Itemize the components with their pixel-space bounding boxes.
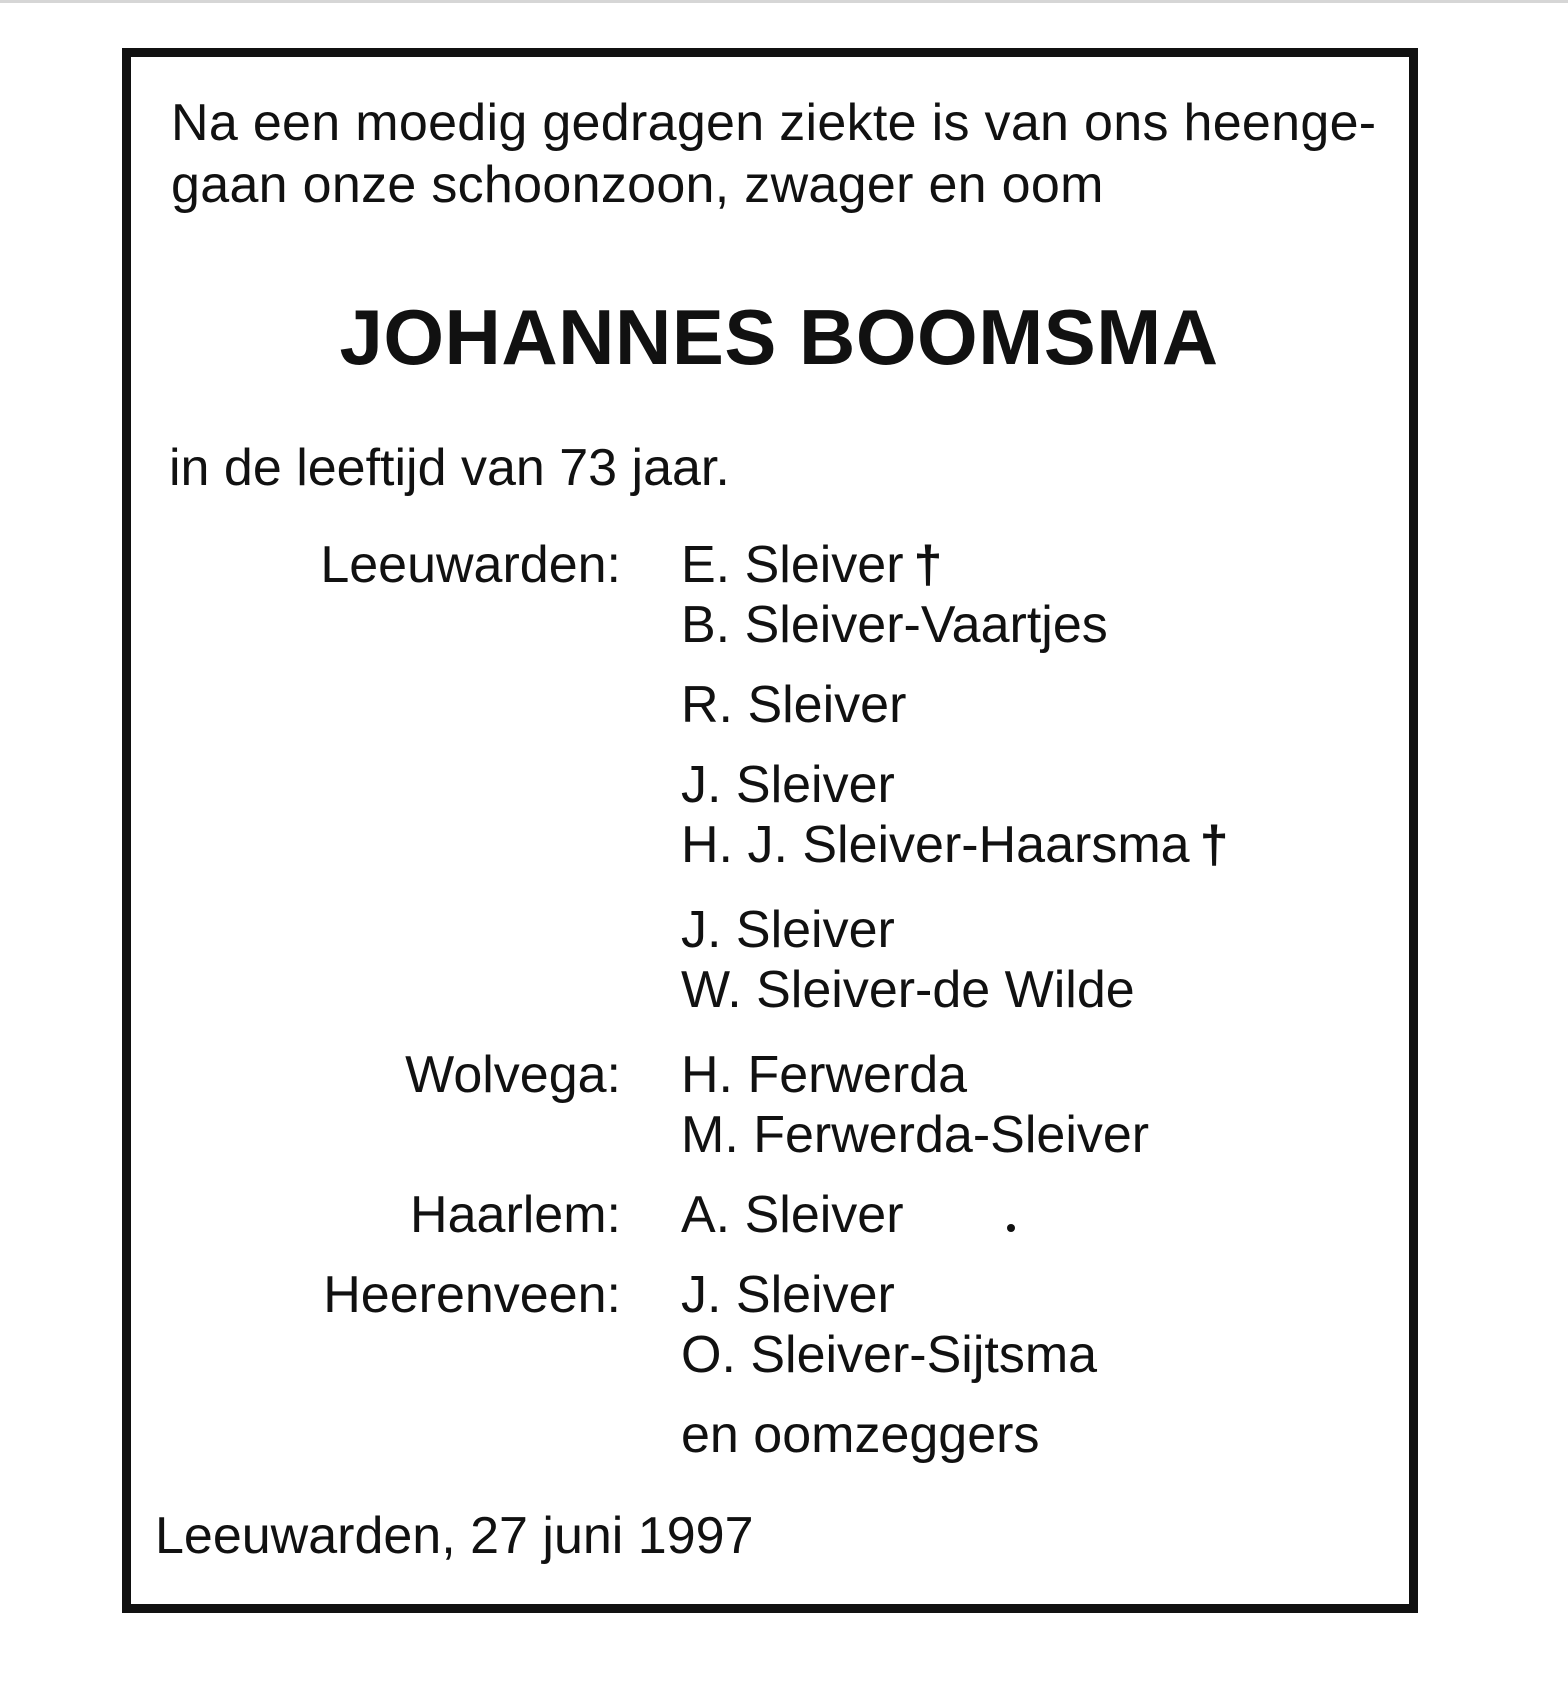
death-notice xyxy=(122,48,1418,1613)
survivor-row xyxy=(131,1324,1427,1386)
place-date-line: Leeuwarden, 27 juni 1997 xyxy=(155,1507,754,1565)
survivor-name: en oomzeggers xyxy=(681,1406,1040,1464)
intro-line-2: gaan onze schoonzoon, zwager en oom xyxy=(171,156,1104,214)
survivor-row xyxy=(131,1184,1427,1246)
survivor-row xyxy=(131,1404,1427,1466)
survivor-place: Heerenveen: xyxy=(323,1266,621,1324)
intro-line-1: Na een moedig gedragen ziekte is van ons heenge- xyxy=(171,94,1377,152)
survivor-row xyxy=(131,594,1427,656)
survivor-row xyxy=(131,1264,1427,1326)
page-top-edge xyxy=(0,0,1568,3)
survivor-name: H. Ferwerda xyxy=(681,1046,968,1104)
survivor-name: W. Sleiver-de Wilde xyxy=(681,961,1135,1019)
survivor-name: J. Sleiver xyxy=(681,1266,895,1324)
survivor-name: E. Sleiver † xyxy=(681,536,943,594)
survivor-name: H. J. Sleiver-Haarsma † xyxy=(681,816,1229,874)
survivor-row xyxy=(131,754,1427,816)
survivor-place: Leeuwarden: xyxy=(320,536,621,594)
survivor-place: Wolvega: xyxy=(405,1046,621,1104)
ink-dot xyxy=(1007,1224,1015,1232)
survivor-row xyxy=(131,959,1427,1021)
deceased-name: JOHANNES BOOMSMA xyxy=(339,293,1219,381)
survivor-row xyxy=(131,1104,1427,1166)
survivor-name: J. Sleiver xyxy=(681,901,895,959)
survivor-name: R. Sleiver xyxy=(681,676,907,734)
cross-icon: † xyxy=(1199,816,1229,874)
survivor-row xyxy=(131,534,1427,596)
survivor-row xyxy=(131,674,1427,736)
survivor-name: O. Sleiver-Sijtsma xyxy=(681,1326,1098,1384)
survivor-place: Haarlem: xyxy=(410,1186,621,1244)
survivor-row xyxy=(131,1044,1427,1106)
survivor-row xyxy=(131,814,1427,876)
survivor-name: B. Sleiver-Vaartjes xyxy=(681,596,1108,654)
survivor-name: M. Ferwerda-Sleiver xyxy=(681,1106,1150,1164)
cross-icon: † xyxy=(913,536,943,594)
survivor-row xyxy=(131,899,1427,961)
age-line: in de leeftijd van 73 jaar. xyxy=(169,439,730,497)
intro-text xyxy=(171,92,1421,216)
survivor-name: J. Sleiver xyxy=(681,756,895,814)
survivor-name: A. Sleiver xyxy=(681,1186,904,1244)
